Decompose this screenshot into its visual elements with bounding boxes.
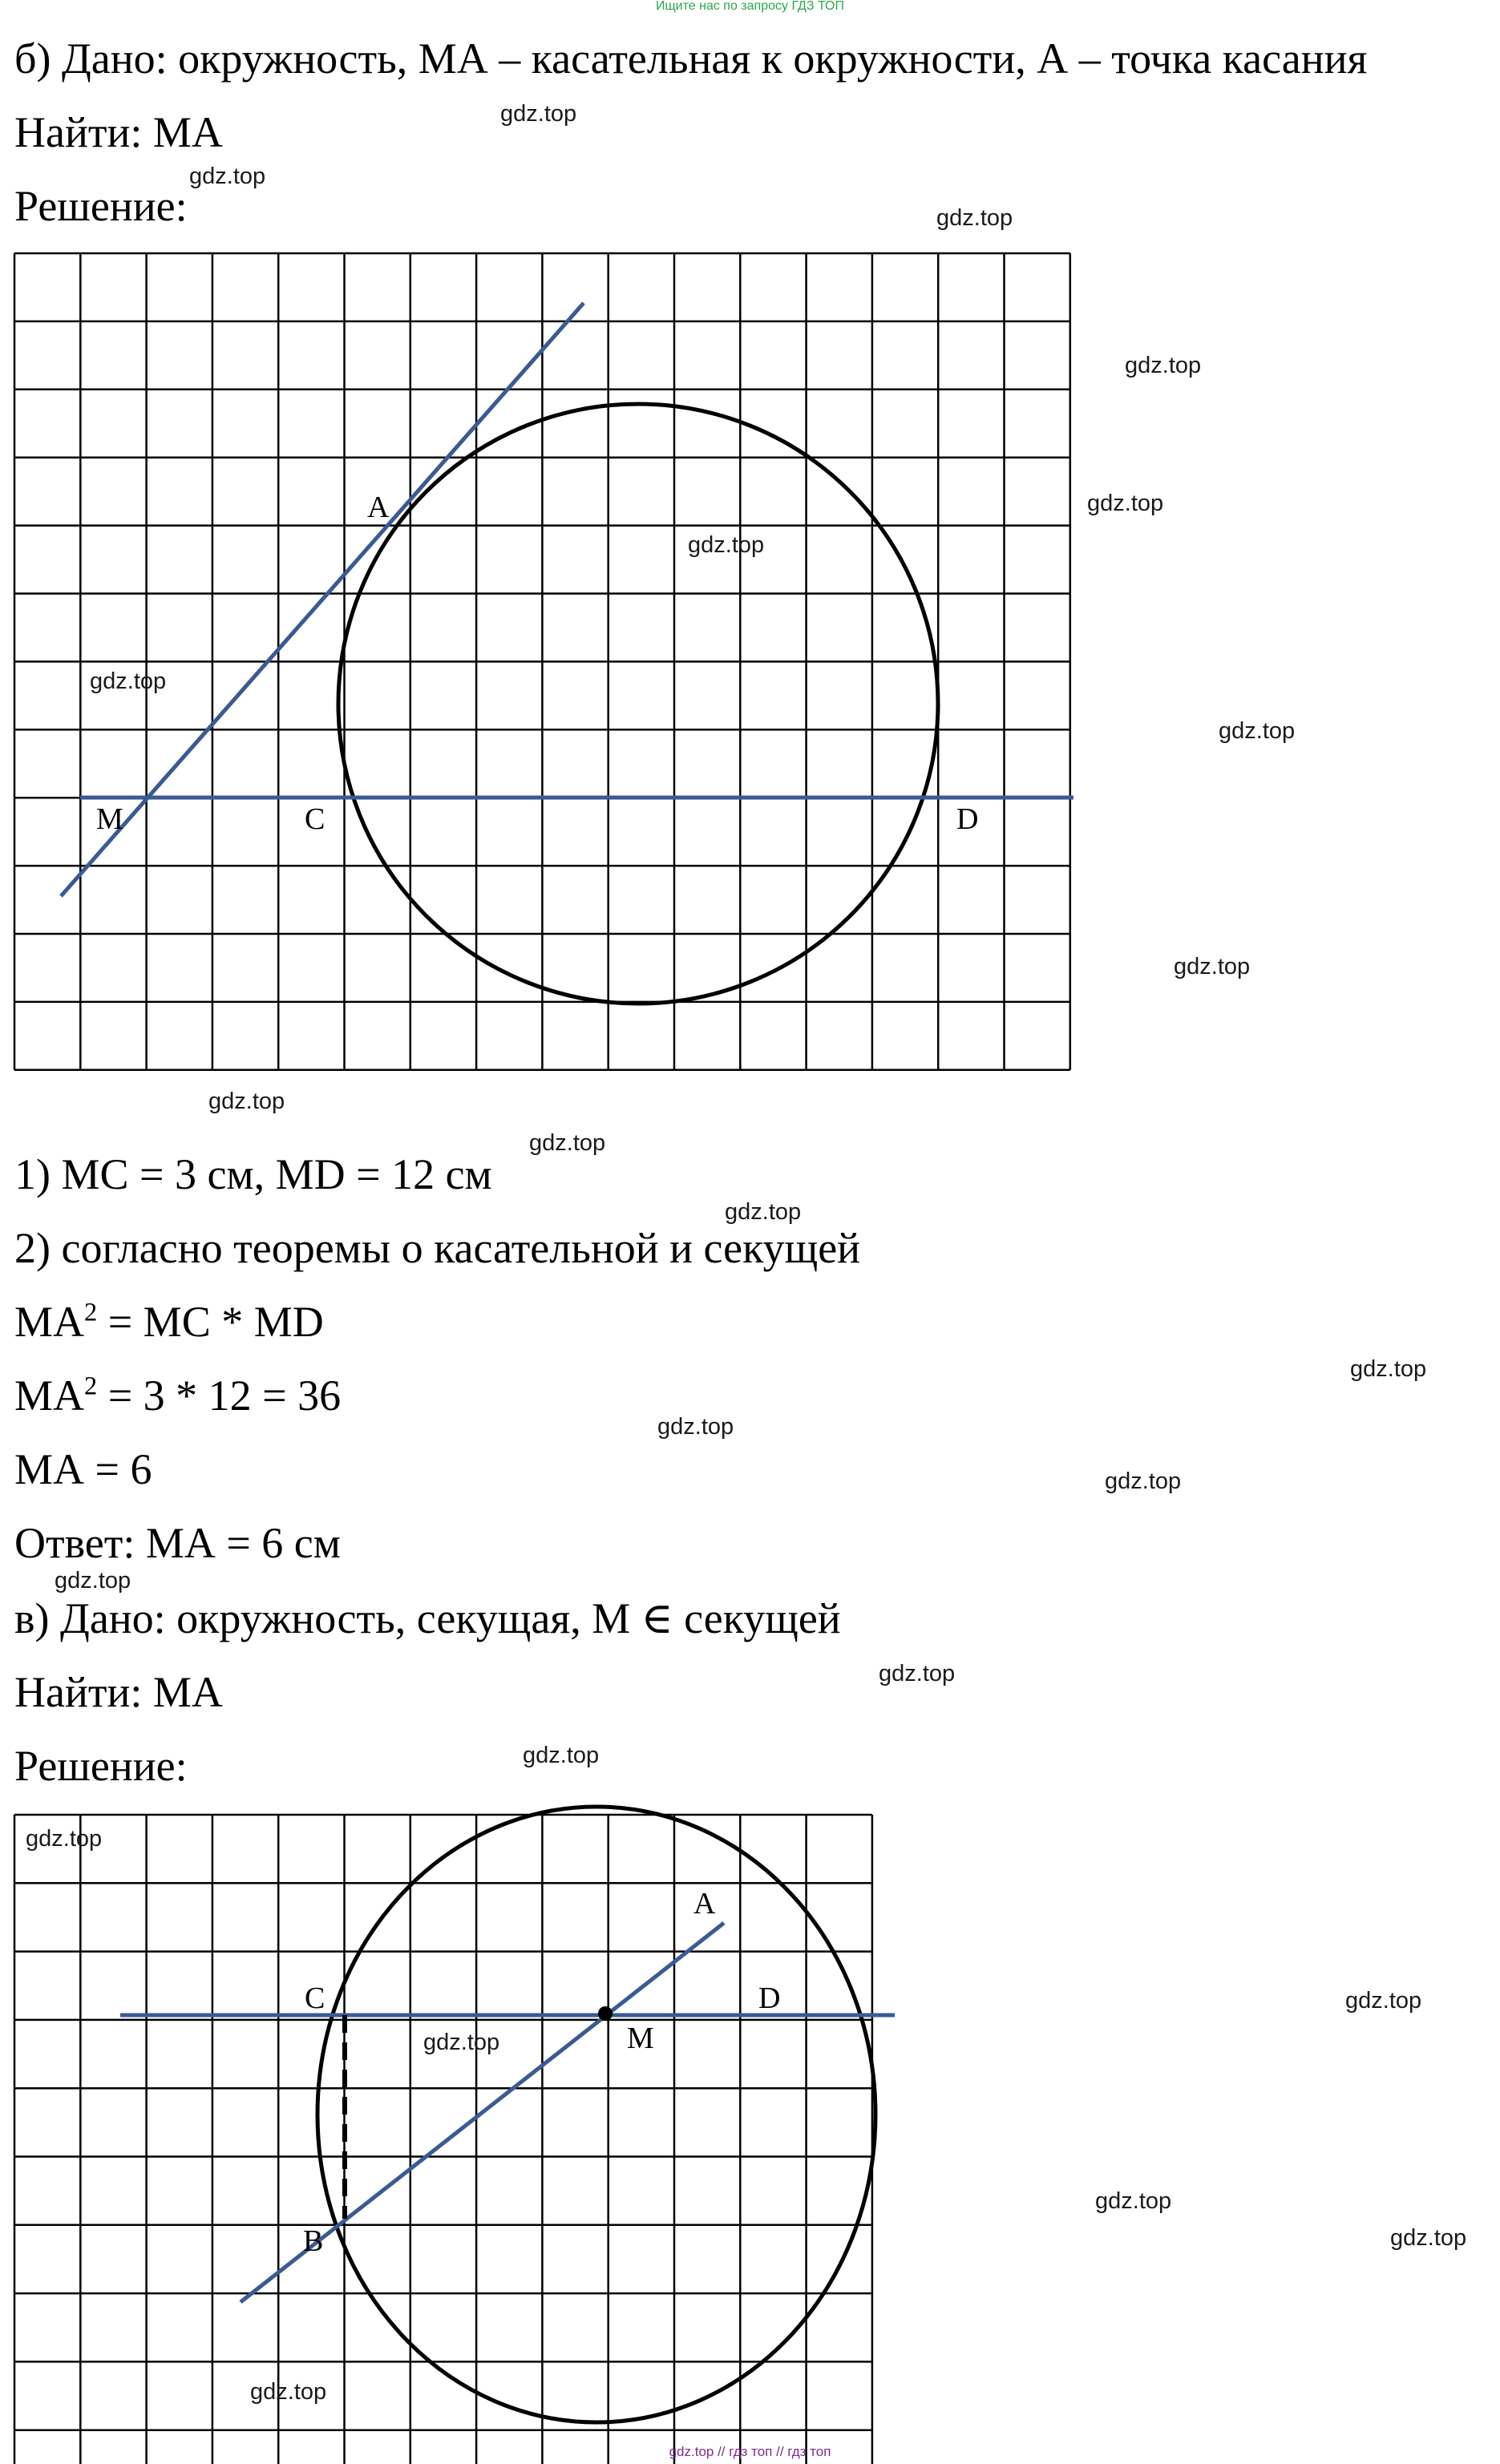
watermark: gdz.top [423,2030,500,2055]
watermark: gdz.top [1087,491,1164,516]
watermark: gdz.top [657,1414,734,1440]
watermark: gdz.top [1105,1468,1182,1494]
watermark: gdz.top [1174,954,1251,980]
watermark: gdz.top [523,1743,600,1768]
watermark: gdz.top [725,1199,802,1225]
figure-b-label-c: C [305,802,325,836]
watermark: gdz.top [936,205,1013,231]
watermark: gdz.top [189,164,266,189]
watermark: gdz.top [688,532,765,558]
eq2-left: MA [14,1371,85,1420]
watermark: gdz.top [1350,1356,1427,1382]
figure-v-label-b: B [303,2224,324,2258]
figure-v-label-a: A [693,1887,716,1921]
watermark: gdz.top [1095,2188,1172,2214]
watermark: gdz.top [500,101,577,127]
part-b-given: б) Дано: окружность, МА – касательная к окружности, А – точка касания [14,34,1368,83]
figure-v-point-m [598,2006,613,2021]
watermark: gdz.top [55,1568,131,1594]
eq2-right: = 3 * 12 = 36 [97,1371,342,1420]
part-b-answer: Ответ: МА = 6 см [14,1519,341,1567]
part-v-find: Найти: МА [14,1668,223,1716]
figure-b-circle [338,404,938,1004]
figure-v-circle [317,1807,875,2422]
watermark: gdz.top [26,1826,103,1852]
part-b-eq2 [14,1371,342,1420]
figure-v-label-d: D [758,1981,781,2015]
eq1-exp: 2 [84,1298,98,1327]
watermark: gdz.top [250,2379,327,2405]
footer-links[interactable]: gdz.top // гдз топ // гдз топ [669,2444,831,2459]
part-b-find: Найти: МА [14,108,223,156]
figure-v-label-m: M [627,2022,654,2055]
watermark: gdz.top [1125,353,1202,378]
eq2-exp: 2 [84,1371,98,1401]
part-v-given: в) Дано: окружность, секущая, М ∈ секущей [14,1594,841,1642]
part-b-step1: 1) МС = 3 см, MD = 12 см [14,1150,492,1198]
part-b-solution: Решение: [14,182,188,230]
figure-v-label-c: C [305,1981,325,2015]
part-v-solution: Решение: [14,1742,188,1790]
figure-b-label-a: A [367,491,390,524]
part-b-eq1 [14,1298,324,1346]
eq1-right: = MC * MD [97,1298,324,1346]
watermark: gdz.top [1390,2225,1467,2251]
part-b-eq3: МА = 6 [14,1445,152,1493]
watermark: gdz.top [529,1130,606,1156]
watermark: gdz.top [1219,718,1296,744]
figure-b-label-m: M [96,802,123,836]
figure-b-grid [14,253,1070,1070]
watermark: gdz.top [879,1661,956,1686]
watermark: gdz.top [208,1089,285,1114]
part-b-step2: 2) согласно теоремы о касательной и секущей [14,1224,861,1272]
watermark: gdz.top [90,669,167,694]
top-banner[interactable]: Ищите нас по запросу ГДЗ ТОП [656,0,844,13]
watermark: gdz.top [1345,1988,1422,2014]
figure-b-label-d: D [956,802,979,836]
figure-v-grid [14,1815,872,2464]
eq1-left: MA [14,1298,85,1346]
